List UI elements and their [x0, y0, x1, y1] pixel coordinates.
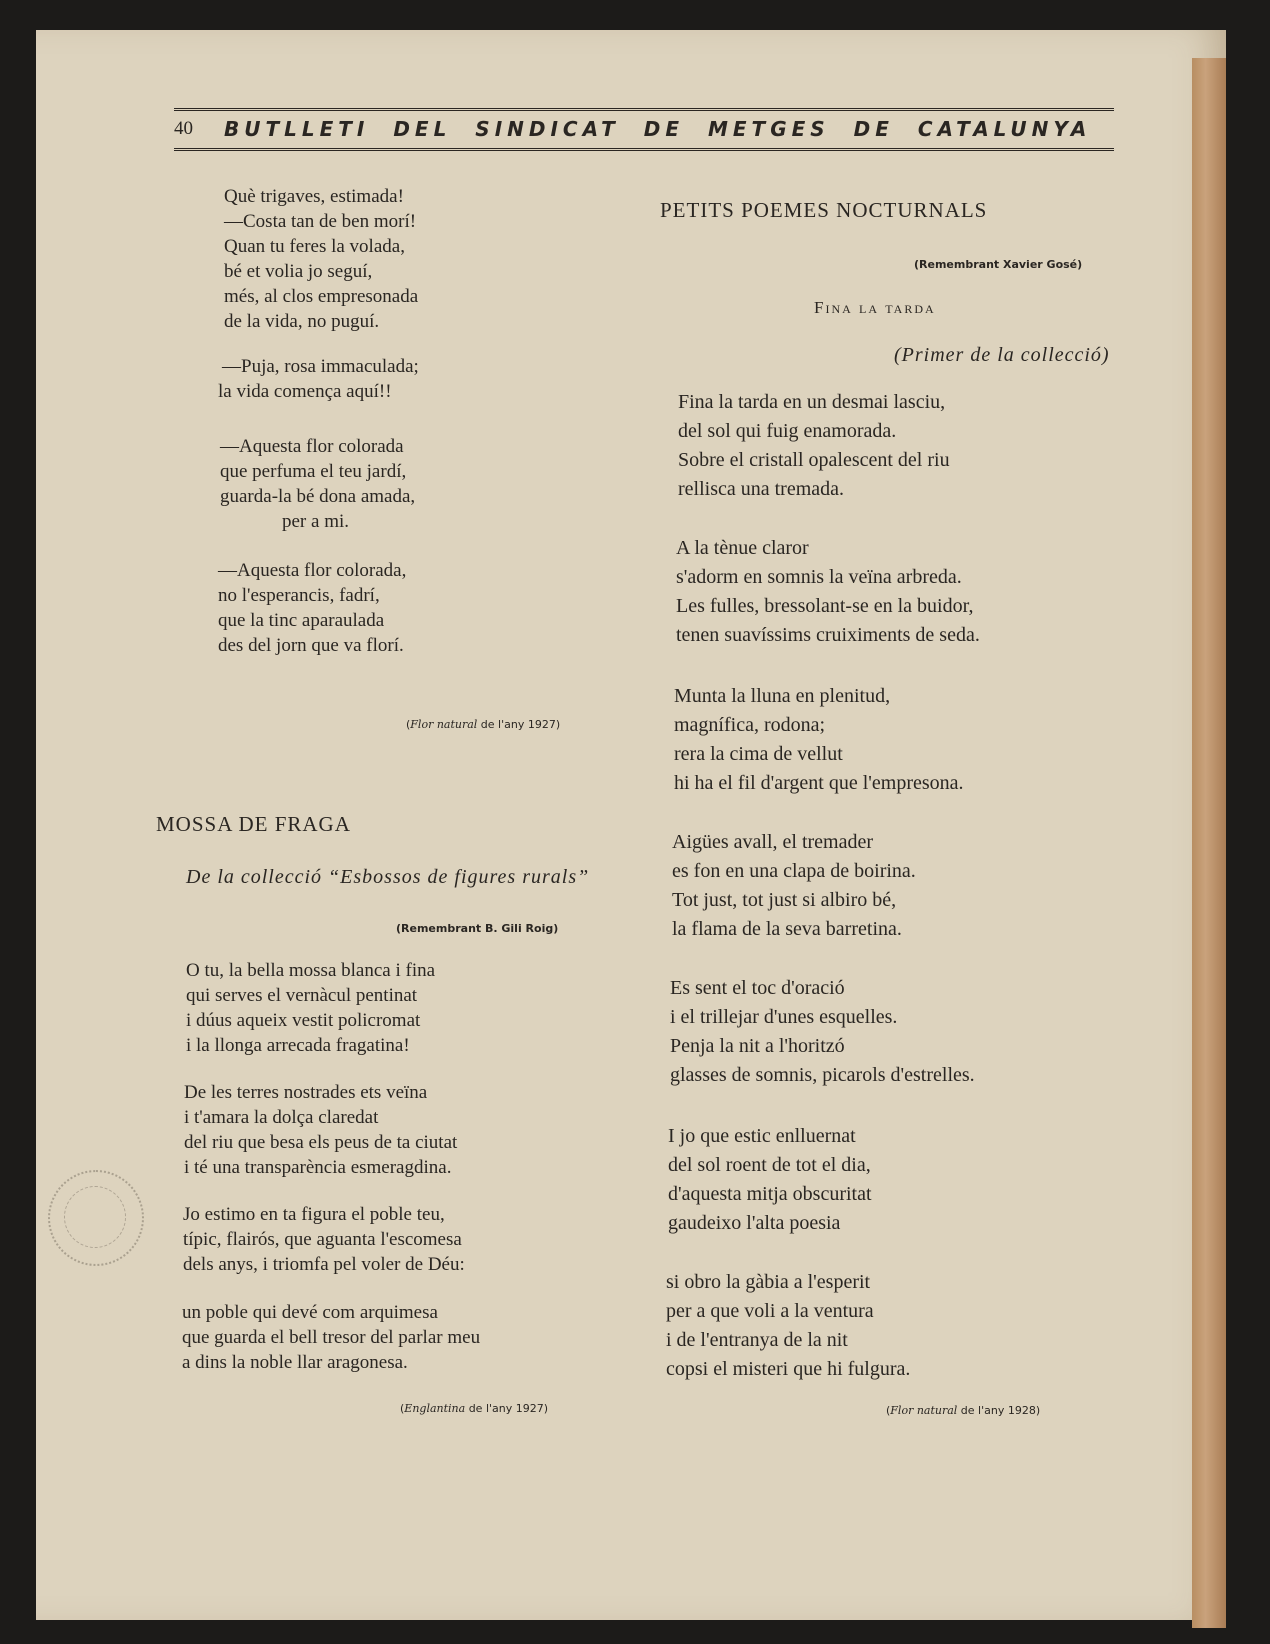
verse-line: i dúus aqueix vestit policromat [186, 1010, 421, 1031]
verse-line: —Puja, rosa immaculada; [222, 356, 419, 377]
verse-line: del riu que besa els peus de ta ciutat [184, 1132, 458, 1153]
verse-line: Fina la tarda en un desmai lasciu, [678, 391, 946, 413]
poem3-section-heading: Fina la tarda [814, 298, 936, 317]
header-rule-bottom [174, 148, 1114, 151]
verse-line: de la vida, no puguí. [224, 311, 380, 332]
verse-line: es fon en una clapa de boirina. [672, 860, 916, 882]
verse-line: si obro la gàbia a l'esperit [666, 1271, 871, 1293]
verse-line: tenen suavíssims cruiximents de seda. [676, 624, 980, 646]
header-rule-top [174, 108, 1114, 111]
verse-line: copsi el misteri que hi fulgura. [666, 1358, 911, 1380]
verse-line: i de l'entranya de la nit [666, 1329, 848, 1351]
poem3-stanza-2 [676, 534, 980, 650]
verse-line: del sol qui fuig enamorada. [678, 420, 897, 442]
poem1-stanza-4 [218, 558, 406, 658]
verse-line: que la tinc aparaulada [218, 610, 385, 631]
verse-line: —Costa tan de ben morí! [224, 211, 417, 232]
verse-line: rellisca una tremada. [678, 478, 845, 500]
verse-line: Tot just, tot just si albiro bé, [672, 889, 897, 911]
verse-line: més, al clos empresonada [224, 286, 419, 307]
poem2-subtitle: De la collecció “Esbossos de figures rurals” [186, 866, 590, 888]
verse-line: dels anys, i triomfa pel voler de Déu: [183, 1254, 465, 1275]
poem2-award-note: (Englantina de l'any 1927) [400, 1402, 549, 1415]
verse-line: que guarda el bell tresor del parlar meu [182, 1327, 481, 1348]
verse-line: Es sent el toc d'oració [670, 977, 845, 999]
verse-line: la vida comença aquí!! [218, 381, 392, 402]
verse-line: qui serves el vernàcul pentinat [186, 985, 418, 1006]
verse-line: per a que voli a la ventura [666, 1300, 874, 1322]
page-number: 40 [174, 118, 193, 139]
verse-line: i té una transparència esmeragdina. [184, 1157, 452, 1178]
poem3-stanza-7 [666, 1268, 910, 1384]
verse-line: glasses de somnis, picarols d'estrelles. [670, 1064, 975, 1086]
verse-line: per a mi. [282, 511, 350, 532]
verse-line: O tu, la bella mossa blanca i fina [186, 960, 436, 981]
verse-line: un poble qui devé com arquimesa [182, 1302, 438, 1323]
poem2-stanza-2 [184, 1080, 457, 1180]
poem3-title: PETITS POEMES NOCTURNALS [660, 198, 988, 222]
verse-line: De les terres nostrades ets veïna [184, 1082, 428, 1103]
verse-line: i t'amara la dolça claredat [184, 1107, 379, 1128]
verse-line: que perfuma el teu jardí, [220, 461, 407, 482]
library-stamp [48, 1170, 144, 1266]
poem2-dedication: (Remembrant B. Gili Roig) [396, 922, 559, 935]
verse-line: la flama de la seva barretina. [672, 918, 902, 940]
award-name: Englantina [404, 1402, 466, 1415]
verse-line: Sobre el cristall opalescent del riu [678, 449, 950, 471]
poem2-stanza-4 [182, 1300, 480, 1375]
verse-line: del sol roent de tot el dia, [668, 1154, 871, 1176]
running-header [174, 108, 1114, 152]
poem3-stanza-1 [678, 388, 950, 504]
verse-line: I jo que estic enlluernat [668, 1125, 856, 1147]
verse-line: des del jorn que va florí. [218, 635, 404, 656]
poem3-collection: (Primer de la collecció) [894, 344, 1110, 366]
poem2-title: MOSSA DE FRAGA [156, 812, 351, 836]
award-year: de l'any 1927) [465, 1402, 549, 1415]
verse-line: Penja la nit a l'horitzó [670, 1035, 845, 1057]
poem3-stanza-4 [672, 828, 916, 944]
award-name: Flor natural [410, 718, 478, 731]
poem2-stanza-1 [186, 958, 435, 1058]
award-year: de l'any 1928) [957, 1404, 1041, 1417]
award-name: Flor natural [890, 1404, 958, 1417]
verse-line: típic, flairós, que aguanta l'escomesa [183, 1229, 462, 1250]
verse-line: guarda-la bé dona amada, [220, 486, 416, 507]
poem3-stanza-5 [670, 974, 975, 1090]
verse-line: —Aquesta flor colorada, [218, 560, 407, 581]
poem1-stanza-1 [224, 184, 418, 334]
page-edge [1192, 58, 1226, 1628]
verse-line: a dins la noble llar aragonesa. [182, 1352, 408, 1373]
page [36, 30, 1226, 1620]
award-year: de l'any 1927) [477, 718, 561, 731]
poem3-stanza-3 [674, 682, 964, 798]
verse-line: hi ha el fil d'argent que l'empresona. [674, 772, 964, 794]
verse-line: gaudeixo l'alta poesia [668, 1212, 841, 1234]
verse-line: Aigües avall, el tremader [672, 831, 874, 853]
verse-line: i la llonga arrecada fragatina! [186, 1035, 410, 1056]
verse-line: d'aquesta mitja obscuritat [668, 1183, 872, 1205]
verse-line: rera la cima de vellut [674, 743, 843, 765]
verse-line: no l'esperancis, fadrí, [218, 585, 380, 606]
poem3-stanza-6 [668, 1122, 872, 1238]
verse-line: Què trigaves, estimada! [224, 186, 404, 207]
poem1-stanza-3 [220, 434, 415, 534]
poem2-stanza-3 [183, 1202, 465, 1277]
poem1-award-note: (Flor natural de l'any 1927) [406, 718, 561, 731]
verse-line: Jo estimo en ta figura el poble teu, [183, 1204, 445, 1225]
poem3-dedication: (Remembrant Xavier Gosé) [914, 258, 1083, 271]
poem3-award-note: (Flor natural de l'any 1928) [886, 1404, 1041, 1417]
verse-line: —Aquesta flor colorada [220, 436, 404, 457]
verse-line: Quan tu feres la volada, [224, 236, 405, 257]
poem1-stanza-2 [218, 354, 419, 404]
verse-line: i el trillejar d'unes esquelles. [670, 1006, 898, 1028]
verse-line: magnífica, rodona; [674, 714, 826, 736]
verse-line: s'adorm en somnis la veïna arbreda. [676, 566, 962, 588]
verse-line: Les fulles, bressolant-se en la buidor, [676, 595, 974, 617]
verse-line: bé et volia jo seguí, [224, 261, 373, 282]
verse-line: Munta la lluna en plenitud, [674, 685, 891, 707]
verse-line: A la tènue claror [676, 537, 809, 559]
journal-title: BUTLLETI DEL SINDICAT DE METGES DE CATALUNYA [224, 117, 1092, 141]
